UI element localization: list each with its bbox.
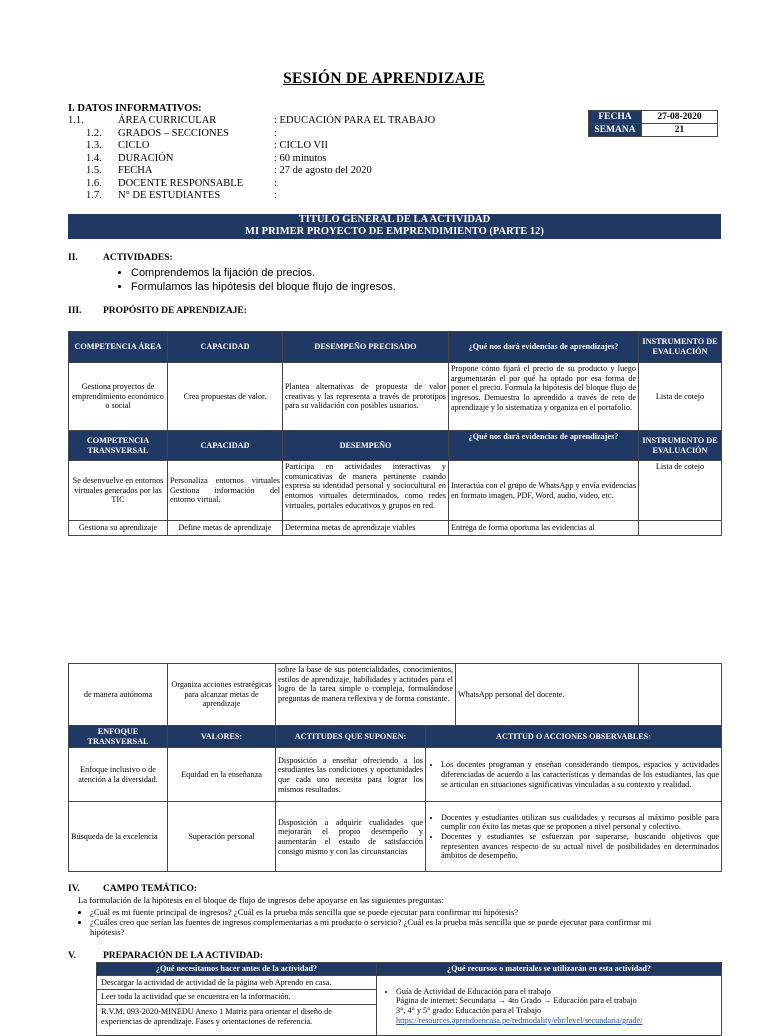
datos-row-num: 1.7. (86, 190, 102, 201)
header-competencia-transversal: COMPETENCIA TRANSVERSAL (69, 431, 168, 461)
cell-instrumento: Lista de cotejo (639, 363, 722, 431)
prep-step: Leer toda la actividad que se encuentra en la información. (97, 990, 376, 1005)
actividades-heading: ACTIVIDADES: (103, 253, 173, 263)
header-recursos: ¿Qué recursos o materiales se utilizarán en esta actividad? (377, 963, 722, 976)
header-competencia-area: COMPETENCIA ÁREA (69, 332, 168, 363)
header-instrumento-2: INSTRUMENTO DE EVALUACIÓN (639, 431, 722, 461)
header-instrumento: INSTRUMENTO DE EVALUACIÓN (639, 332, 722, 363)
prep-left-list (97, 976, 376, 1029)
cell-prep-left (97, 975, 377, 1035)
page-title: SESIÓN DE APRENDIZAJE (283, 70, 485, 87)
semana-value: 21 (642, 124, 718, 137)
banner-line-1: TITULO GENERAL DE LA ACTIVIDAD (298, 214, 491, 225)
proposito-table (68, 331, 722, 536)
datos-row-value: : 27 de agosto del 2020 (274, 165, 372, 176)
prep-step: Descargar la actividad de actividad de la página web Aprendo en casa. (97, 976, 376, 991)
recurso-ruta-1: Página de internet: Secundaria → 4to Grado → Educación para el trabajo (396, 996, 637, 1006)
cell-desempeno-tic: Participa en actividades interactivas y comunicativas de manera pertinente cuando expresa su identidad personal y sociocultural en entornos virtuales determinados, como redes virtuales, portales educativos y grupos en red. (283, 461, 449, 521)
accion-item: • Docentes y estudiantes se esfuerzan por superarse, buscando objetivos que representen avances respecto de su actual nivel de posibilidades en determinados ámbitos de desempeño. (441, 832, 719, 861)
cell-instrumento-tic: Lista de cotejo (639, 461, 722, 521)
header-acciones: ACTITUD O ACCIONES OBSERVABLES: (426, 726, 722, 748)
fecha-value: 27-08-2020 (642, 111, 718, 124)
datos-row-label: ÁREA CURRICULAR (118, 115, 217, 126)
recurso-guia: • Guía de Actividad de Educación para el trabajo (396, 987, 719, 997)
proposito-num: III. (68, 306, 82, 316)
actividades-num: II. (68, 253, 78, 263)
cell-enfoque-inclusivo: Enfoque inclusivo o de atención a la diversidad. (69, 748, 168, 802)
datos-row-label: CICLO (118, 140, 150, 151)
cell-valor-equidad: Equidad en la enseñanza (168, 748, 276, 802)
pregunta-item: • ¿Cuál es mi fuente principal de ingresos? ¿Cuál es la prueba más sencilla que se puede ejecutar para confirmar mi hipótesis? (90, 907, 680, 917)
datos-row-label: DOCENTE RESPONSABLE (118, 177, 244, 189)
campo-list (80, 907, 680, 937)
fecha-label: FECHA (589, 111, 642, 124)
header-valores: VALORES: (168, 726, 276, 748)
prep-step: R.V.M. 093-2020-MINEDU Anexo 1 Matriz para orientar el diseño de experiencias de aprendizaje. Fases y orientaciones de referencia. (101, 1007, 332, 1026)
enfoques-table (68, 663, 722, 872)
fecha-semana-table (588, 110, 718, 137)
cell-desempeno-cont: sobre la base de sus potencialidades, conocimientos, estilos de aprendizaje, habilidades y actitudes para el logro de la tarea simple o compleja, formulándose preguntas de manera reflexiva y de forma constante. (276, 664, 456, 726)
datos-row-num: 1.5. (86, 165, 102, 176)
cell-capacidad-tic: Personaliza entornos virtuales Gestiona información del entorno virtual. (168, 461, 283, 521)
banner-line-2: MI PRIMER PROYECTO DE EMPRENDIMIENTO (PARTE 12) (245, 226, 544, 237)
cell-whatsapp: WhatsApp personal del docente. (456, 664, 639, 726)
cell-evidencias-entrega: Entrega de forma oportuna las evidencias al (449, 521, 639, 536)
header-desempeno: DESEMPEÑO (283, 431, 449, 461)
datos-row-num: 1.1. (68, 115, 84, 126)
datos-heading: I. DATOS INFORMATIVOS: (68, 103, 202, 114)
cell-desempeno: Plantea alternativas de propuesta de valor creativas y las representa a través de prototipos para su validación con posibles usuarios. (283, 363, 449, 431)
campo-intro: La formulación de la hipótesis en el bloque de flujo de ingresos debe apoyarse en las siguientes preguntas: (78, 895, 444, 905)
datos-row-label: GRADOS – SECCIONES (118, 127, 229, 139)
header-capacidad: CAPACIDAD (168, 332, 283, 363)
datos-list (68, 115, 448, 203)
campo-num: IV. (68, 884, 80, 894)
cell-organiza: Organiza acciones estratégicas para alcanzar metas de aprendizaje (168, 664, 276, 726)
cell-evidencias-tic: Interactúa con el grupo de WhatsApp y envía evidencias en formato imagen, PDF, Word, audio, video, etc. (449, 461, 639, 521)
datos-row-num: 1.4. (86, 152, 102, 164)
header-evidencias-2: ¿Qué nos dará evidencias de aprendizajes? (449, 431, 639, 461)
cell-competencia-tic: Se desenvuelve en entornos virtuales generados por las TIC (69, 461, 168, 521)
datos-row (68, 128, 448, 141)
acciones-list-2 (428, 813, 719, 861)
datos-row-value: : (274, 177, 277, 189)
activity-banner (68, 214, 721, 239)
recurso-ruta-2: 3°, 4° y 5° grado: Educación para el Trabajo (396, 1006, 542, 1016)
cell-prep-right (377, 975, 722, 1035)
datos-row-value: : (274, 127, 277, 139)
datos-row (68, 140, 448, 153)
accion-item: • Docentes y estudiantes utilizan sus cualidades y recursos al máximo posible para cumplir con éxito las metas que se proponen a nivel personal y colectivo. (441, 813, 719, 832)
actividad-item: • Formulamos las hipótesis del bloque flujo de ingresos. (131, 281, 396, 295)
acciones-list-1 (428, 760, 719, 789)
cell-acciones-2 (426, 802, 722, 872)
prep-num: V. (68, 951, 77, 961)
datos-row-label: DURACIÓN (118, 152, 174, 164)
datos-row (68, 178, 448, 191)
campo-heading: CAMPO TEMÁTICO: (103, 884, 198, 894)
datos-row-value: : CICLO VII (274, 140, 329, 151)
cell-capacidad: Crea propuestas de valor. (168, 363, 283, 431)
cell-competencia-aprendizaje: Gestiona su aprendizaje (69, 521, 168, 536)
cell-evidencias: Propone cómo fijará el precio de su producto y luego argumentarán el por qué ha optado por esa forma de poner el precio. Formula la hipótesis del bloque flujo de ingresos. Demuestra lo aprendido a través de reto de aprendizaje y lo sistematiza y organiza en el portafolio. (449, 363, 639, 431)
cell-competencia: Gestiona proyectos de emprendimiento económico o social (69, 363, 168, 431)
prep-heading: PREPARACIÓN DE LA ACTIVIDAD: (103, 951, 264, 961)
cell-empty (639, 664, 722, 726)
cell-autonoma: de manera autónoma (69, 664, 168, 726)
datos-row (68, 153, 448, 166)
datos-row (68, 165, 448, 178)
datos-row-value: : 60 minutos (274, 152, 327, 164)
datos-row-num: 1.6. (86, 177, 102, 189)
cell-enfoque-excelencia: Búsqueda de la excelencia (69, 802, 168, 872)
pregunta-item: • ¿Cuáles creo que serían las fuentes de ingresos complementarias a mi producto o servicio? ¿Cuál es la prueba más sencilla que se puede ejecutar para confirmar mi hipótesis? (90, 917, 680, 937)
datos-row-value: : EDUCACIÓN PARA EL TRABAJO (274, 115, 436, 126)
cell-instrumento-empty (639, 521, 722, 536)
cell-actitud-ensenar: Disposición a enseñar ofreciendo a los estudiantes las condiciones y oportunidades que cada uno necesita para lograr los mismos resultados. (276, 748, 426, 802)
datos-row-label: N° DE ESTUDIANTES (118, 190, 221, 201)
header-enfoque: ENFOQUE TRANSVERSAL (69, 726, 168, 748)
datos-row-num: 1.2. (86, 127, 102, 139)
cell-valor-superacion: Superación personal (168, 802, 276, 872)
header-necesitamos: ¿Qué necesitamos hacer antes de la actividad? (97, 963, 377, 976)
header-capacidad-2: CAPACIDAD (168, 431, 283, 461)
accion-item: • Los docentes programan y enseñan considerando tiempos, espacios y actividades diferenciadas de acuerdo a las características y demandas de los estudiantes, las que se articulan en situaciones significativas vinculadas a su contexto y realidad. (441, 760, 719, 789)
header-actitudes: ACTITUDES QUE SUPONEN: (276, 726, 426, 748)
prep-table (96, 962, 722, 1036)
datos-row (68, 190, 448, 203)
recurso-link[interactable]: https://resources.aprendoencasa.pe/redmodality/ebr/level/secundaria/grade/ (396, 1015, 643, 1025)
datos-row-value: : (274, 190, 277, 201)
datos-row-num: 1.3. (86, 140, 102, 151)
datos-row-label: FECHA (118, 165, 153, 176)
datos-row (68, 115, 448, 128)
recursos-list (383, 987, 719, 997)
actividad-item: • Comprendemos la fijación de precios. (131, 267, 396, 281)
cell-capacidad-metas: Define metas de aprendizaje (168, 521, 283, 536)
cell-acciones-1 (426, 748, 722, 802)
proposito-heading: PROPÓSITO DE APRENDIZAJE: (103, 306, 247, 316)
cell-actitud-adquirir: Disposición a adquirir cualidades que mejorarán el propio desempeño y aumentarán el estado de satisfacción consigo mismo y con las circunstancias (276, 802, 426, 872)
cell-desempeno-metas: Determina metas de aprendizaje viables (283, 521, 449, 536)
header-evidencias: ¿Qué nos dará evidencias de aprendizajes? (449, 332, 639, 363)
actividades-list (113, 267, 396, 294)
semana-label: SEMANA (589, 124, 642, 137)
header-desempeno-precisado: DESEMPEÑO PRECISADO (283, 332, 449, 363)
